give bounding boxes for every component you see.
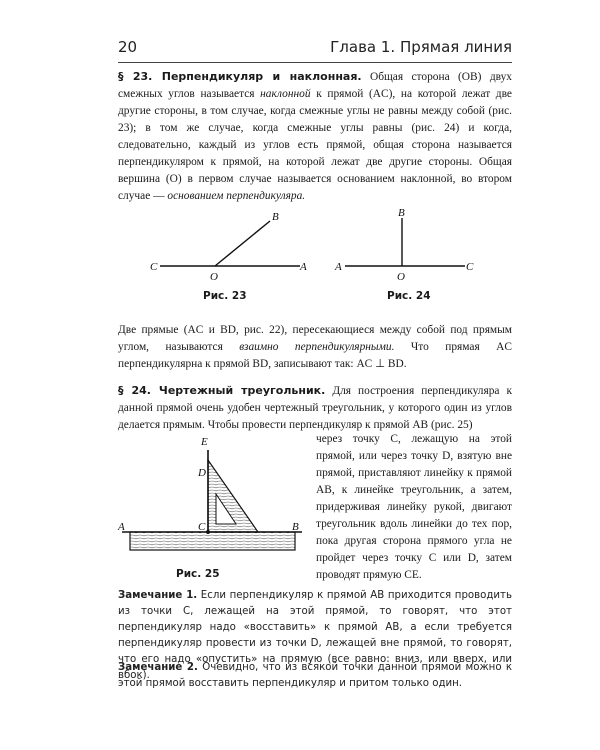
fig25-label-c: C bbox=[198, 521, 206, 533]
note-2-text: Очевидно, что из всякой точки данной прямой можно к этой прямой восставить перпендикуляр и притом только один. bbox=[118, 662, 512, 689]
section-23-text-1: Общая сторона (OB) двух смежных углов называется bbox=[118, 71, 512, 100]
fig25-label-b: B bbox=[292, 521, 299, 533]
figure-23-caption: Рис. 23 bbox=[203, 290, 247, 302]
mutual-perpendicular-paragraph bbox=[118, 322, 512, 373]
fig23-label-b: B bbox=[272, 211, 279, 223]
note-2-heading: Замечание 2. bbox=[118, 662, 198, 673]
fig25-ruler bbox=[130, 532, 295, 550]
figure-24 bbox=[330, 206, 480, 284]
section-24-paragraph bbox=[118, 382, 512, 434]
note-2 bbox=[118, 660, 512, 692]
figure-23 bbox=[140, 206, 320, 284]
chapter-title: Глава 1. Прямая линия bbox=[330, 38, 512, 56]
mutual-text-2: Что прямая AC перпендикулярна к прямой BD, записывают так: AC ⊥ BD. bbox=[118, 341, 512, 370]
fig25-label-a: A bbox=[118, 521, 125, 533]
fig25-point-c bbox=[206, 530, 210, 534]
figure-24-caption: Рис. 24 bbox=[387, 290, 431, 302]
fig24-label-a: A bbox=[335, 261, 342, 273]
fig23-label-o: O bbox=[210, 271, 218, 283]
note-1-heading: Замечание 1. bbox=[118, 590, 198, 601]
section-23-text-2: к прямой (AC), на которой лежат две другие стороны, в том случае, когда смежные углы не равны между собой (рис. 23); в том же случае, когда смежные углы равны (рис. 24) и когда, следовательно, каждый из углов есть прямой, общая сторона называется перпендикуляром к прямой, на которой лежат две другие стороны. Общая вершина (O) в первом случае называется основанием наклонной, во втором случае — bbox=[118, 88, 512, 202]
fig24-label-c: C bbox=[466, 261, 474, 273]
header-rule bbox=[118, 62, 512, 63]
fig23-label-c: C bbox=[150, 261, 158, 273]
section-24-float-text: через точку C, лежащую на этой прямой, или через точку D, взятую вне прямой, приставляют линейку к прямой AB, к линейке треугольник, а затем, придерживая линейку рукой, двигают треугольник вдоль линейки до тех пор, пока другая сторона прямого угла не пройдет через точку C или D, затем проводят прямую CE. bbox=[316, 433, 512, 581]
figure-25 bbox=[112, 432, 308, 568]
term-perpendicular-base: основанием перпендикуляра. bbox=[167, 190, 306, 202]
fig23-label-a: A bbox=[300, 261, 307, 273]
term-oblique: наклонной bbox=[260, 88, 311, 100]
section-23-title: § 23. Перпендикуляр и наклонная. bbox=[118, 70, 362, 83]
section-24-text-1: Для построения перпендикуляра к данной прямой очень удобен чертежный треугольник, у которого один из углов делается прямым. Чтобы провести перпендикуляр к прямой AB (рис. 25) bbox=[118, 385, 512, 431]
note-1-text: Если перпендикуляр к прямой AB приходится проводить из точки C, лежащей на этой прямой, то говорят, что этот перпендикуляр надо «восставить» к прямой AB, а если требуется перпендикуляр провести из точки D, лежащей вне прямой, то говорят, что его надо «опустить» на прямую (все равно: вниз, или вверх, или вбок). bbox=[118, 590, 512, 681]
fig24-label-o: O bbox=[397, 271, 405, 283]
page-number: 20 bbox=[118, 38, 138, 56]
fig24-label-b: B bbox=[398, 207, 405, 219]
fig25-label-d: D bbox=[198, 467, 206, 479]
fig25-label-e: E bbox=[201, 436, 208, 448]
section-24-title: § 24. Чертежный треугольник. bbox=[118, 384, 326, 397]
term-mutually-perpendicular: взаимно перпендикулярными. bbox=[239, 341, 395, 353]
running-header bbox=[118, 38, 512, 56]
section-23-paragraph bbox=[118, 68, 512, 205]
mutual-text-1: Две прямые (AC и BD, рис. 22), пересекающиеся между собой под прямым углом, называются bbox=[118, 324, 512, 353]
fig23-line-ob bbox=[215, 221, 270, 266]
figure-25-caption: Рис. 25 bbox=[176, 568, 220, 580]
